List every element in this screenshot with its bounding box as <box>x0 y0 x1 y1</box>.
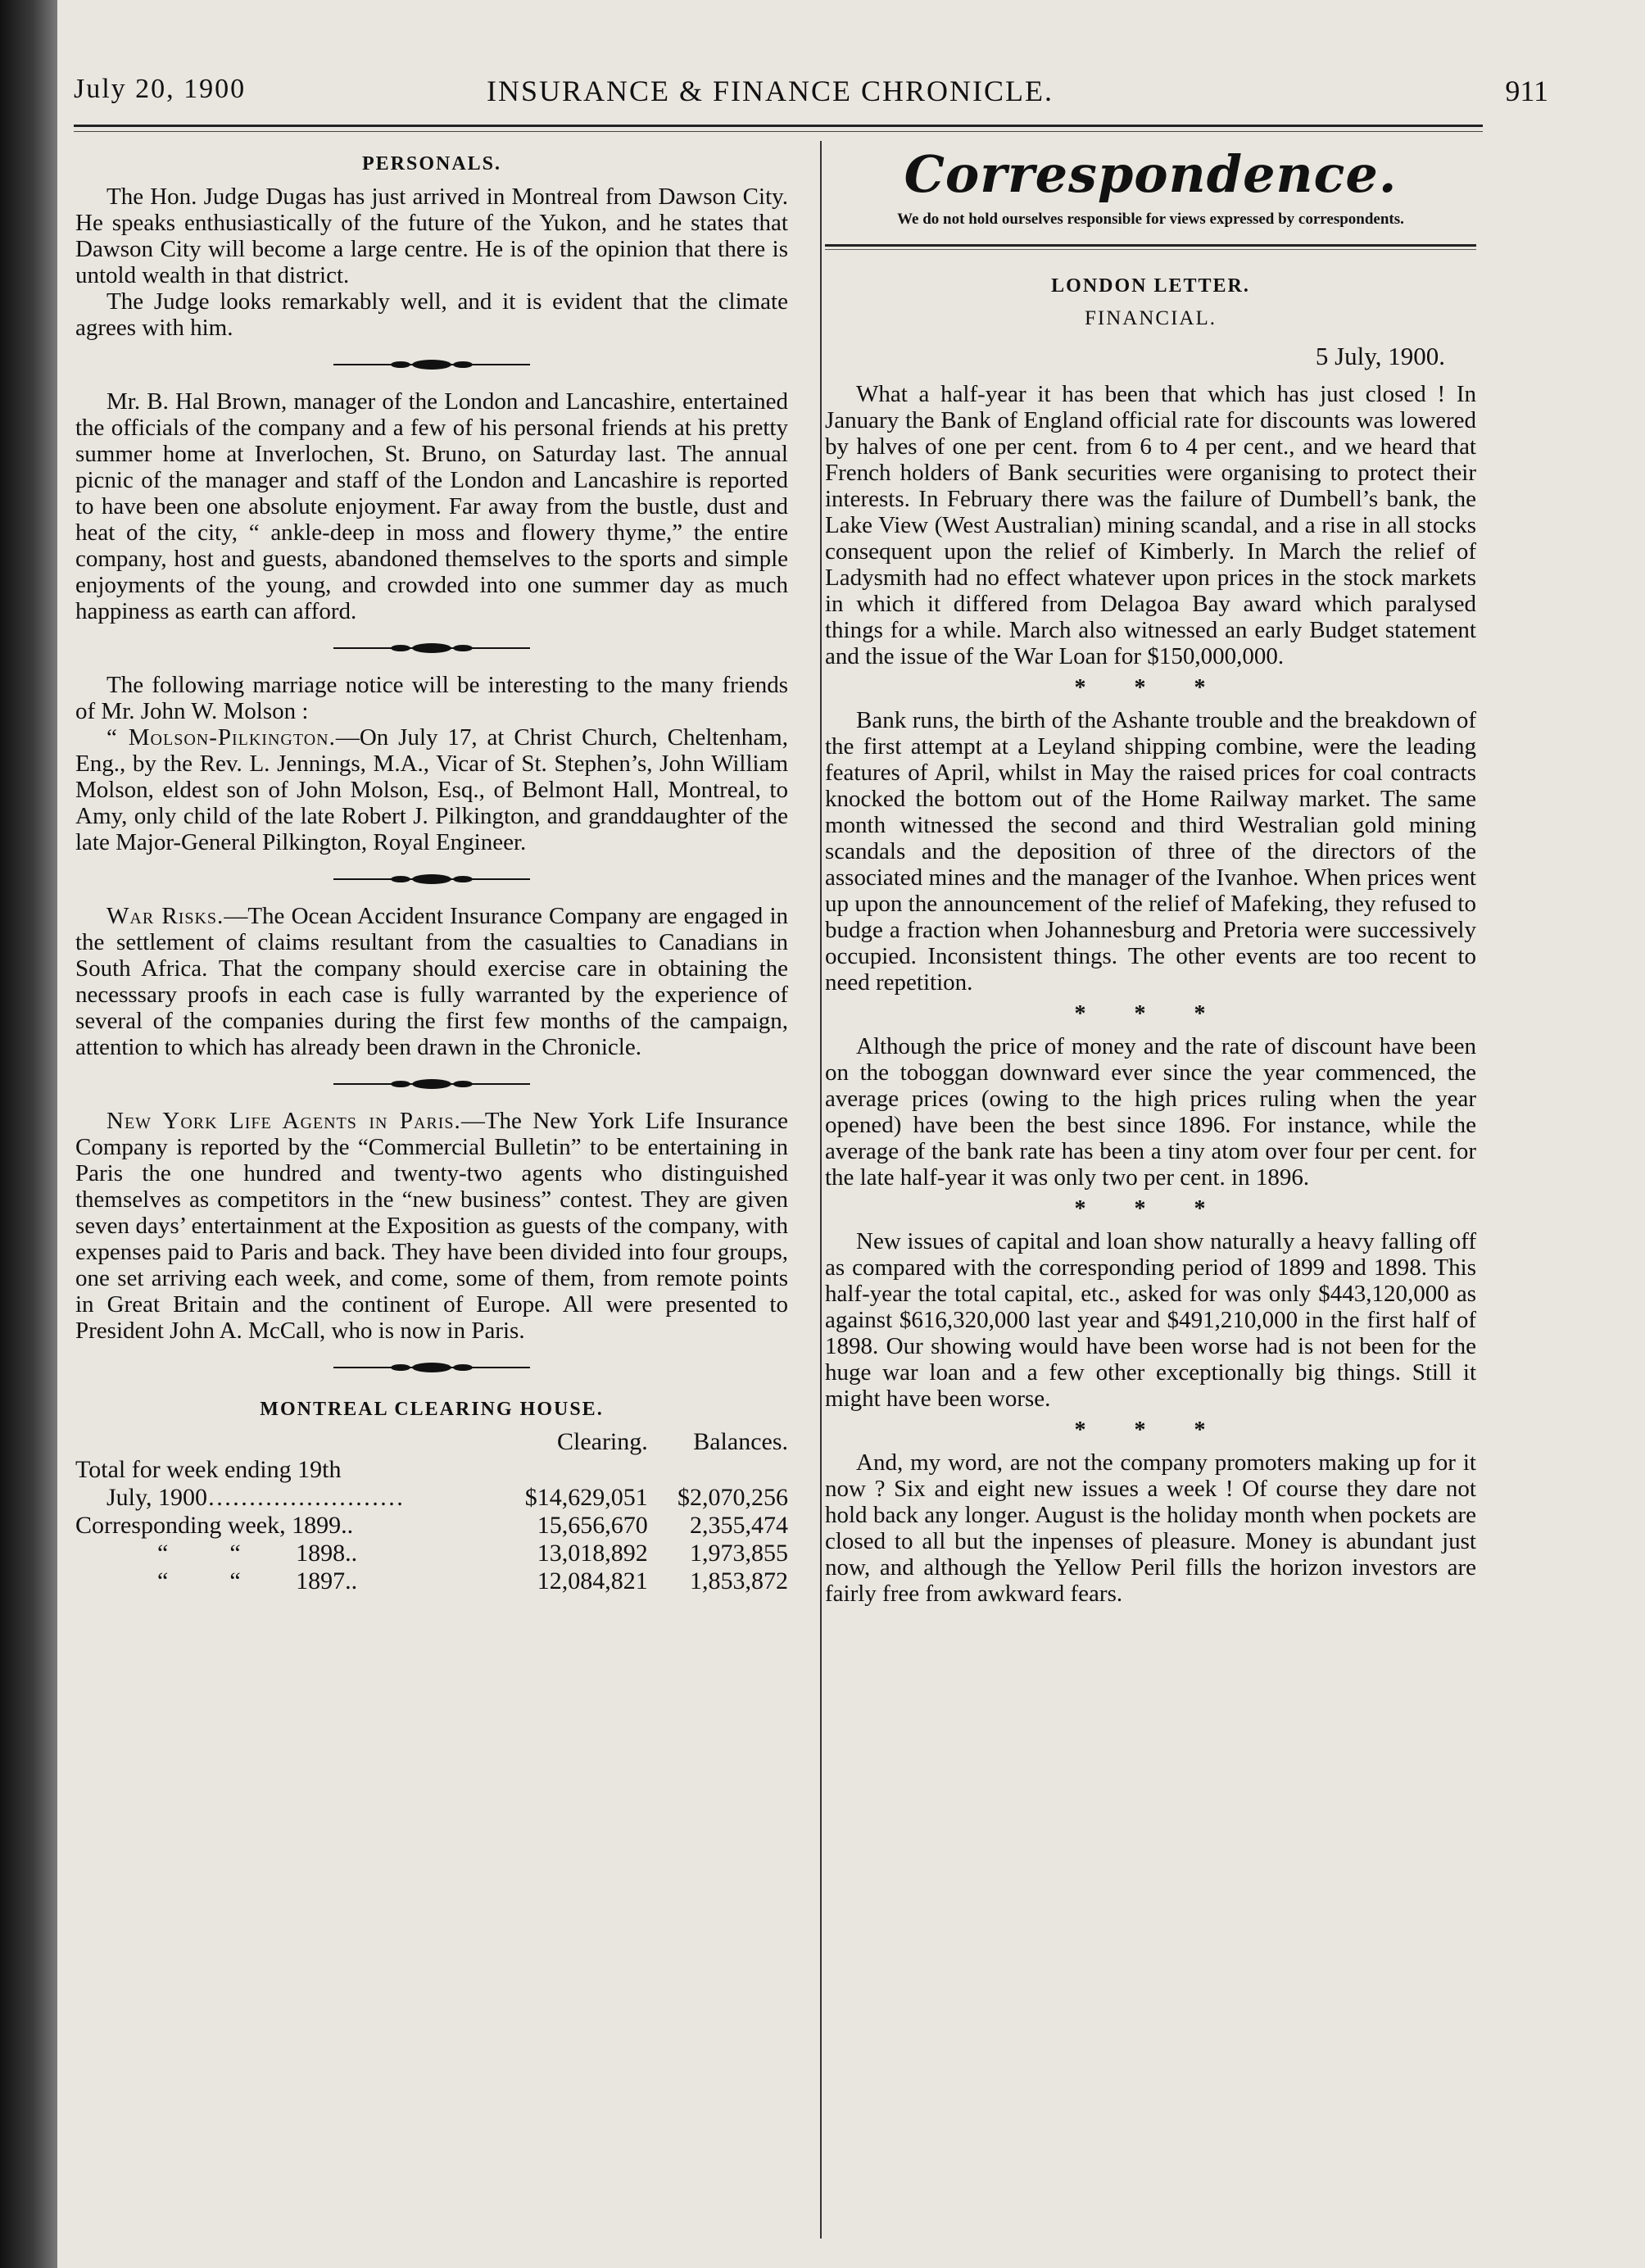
ornament-divider <box>75 624 788 672</box>
financial-subheading: FINANCIAL. <box>1085 307 1217 329</box>
paragraph-war-risks <box>75 903 788 1060</box>
row-clearing: 15,656,670 <box>537 1512 648 1539</box>
paragraph-hal-brown: Mr. B. Hal Brown, manager of the London and Lancashire, entertained the officials of the company and a few of his personal friends at his pretty summer home at Inverlochen, St. Bruno, on Saturday last. The annual picnic of the manager and staff of the London and Lancashire is reported to have been one absolute enjoyment. Far away from the bustle, dust and heat of the city, “ ankle-deep in moss and flowery thyme,” the entire company, host and guests, abandoned themselves to the sports and simple enjoyments of the young, and crowded into one summer day as much happiness as earth can afford. <box>75 388 788 624</box>
row-clearing: $14,629,051 <box>524 1484 648 1511</box>
paragraph-company-promoters: And, my word, are not the company promoters making up for it now ? Six and eight new issues a week ! Of course they dare not hold back any longer. August is the holiday month when pockets are closed to all but the inpenses of pleasure. Money is abundant just now, and although the Yellow Peril fills the horizon investors are fairly free from awkward fears. <box>825 1449 1476 1607</box>
clearing-house-heading: MONTREAL CLEARING HOUSE. <box>260 1399 604 1420</box>
paragraph-marriage-intro: The following marriage notice will be interesting to the many friends of Mr. John W. Molson : <box>75 672 788 724</box>
right-column <box>825 146 1476 1607</box>
scan-edge <box>0 0 57 2268</box>
clearing-house-table <box>75 1429 788 1596</box>
row-balances: 1,973,855 <box>690 1540 788 1567</box>
correspondence-title: Correspondence. <box>904 144 1398 204</box>
marriage-text: —On July 17, at Christ Church, Cheltenham, Eng., by the Rev. L. Jennings, M.A., Vicar of St. Stephen’s, John William Molson, eldest son of John Molson, Esq., of Belmont Hall, Montreal, to Amy, only child of the late Robert J. Pilkington, and granddaughter of the late Major-General Pilkington, Royal Engineer. <box>75 724 788 855</box>
row-balances: 1,853,872 <box>690 1567 788 1594</box>
row-label: “ “ 1898.. <box>157 1540 358 1567</box>
header-rule <box>74 125 1483 127</box>
double-rule <box>825 244 1476 250</box>
correspondence-disclaimer: We do not hold ourselves responsible for views expressed by correspondents. <box>897 211 1404 228</box>
paragraph-dugas: The Hon. Judge Dugas has just arrived in Montreal from Dawson City. He speaks enthusiastically of the future of the Yukon, and he states that Dawson City will become a large centre. He is of the opinion that there is untold wealth in that district. <box>75 184 788 288</box>
paragraph-new-issues: New issues of capital and loan show naturally a heavy falling off as compared with the corresponding period of 1899 and 1898. This half-year the total capital, etc., asked for was only $443,120,000 as against $616,320,000 last year and $491,210,000 in the first half of 1898. Our showing would have been worse had is not been for the huge war loan and a few other exceptionally big things. Still it might have been worse. <box>825 1228 1476 1412</box>
header-rule-thin <box>74 131 1483 132</box>
paragraph-judge: The Judge looks remarkably well, and it is evident that the climate agrees with him. <box>75 288 788 341</box>
table-row <box>75 1457 788 1485</box>
paragraph-bank-runs: Bank runs, the birth of the Ashante trouble and the breakdown of the first attempt at a Leyland shipping combine, were the leading features of April, whilst in May the raised prices for coal contracts knocked the bottom out of the Home Railway market. The same month witnessed the second and third Westralian gold mining scandals and the deposition of three of the directors of the associated mines and the manager of the Ivanhoe. When prices went up upon the announcement of the relief of Mafeking, they refused to budge a fraction when Johannesburg and Pretoria were successively occupied. Inconsistent things. The other events are too recent to need repetition. <box>825 707 1476 996</box>
war-risks-text: —The Ocean Accident Insurance Company are engaged in the settlement of claims resultant from the casualties to Canadians in South Africa. That the company should exercise care in obtaining the necesssary proofs in each case is fully warranted by the experience of several of the companies during the first few months of the campaign, attention to which has already been drawn in the Chronicle. <box>75 903 788 1060</box>
publication-title: INSURANCE & FINANCE CHRONICLE. <box>486 75 1054 107</box>
paragraph-half-year: What a half-year it has been that which has just closed ! In January the Bank of England official rate for discounts was lowered by halves of one per cent. from 6 to 4 per cent., and we heard that French holders of Bank securities were organising to protect their interests. In February there was the failure of Dumbell’s bank, the Lake View (West Australian) mining scandal, and a rise in all stocks consequent upon the relief of Kimberly. In March the relief of Ladysmith had no effect whatever upon prices in the stock markets in which it differed from Delagoa Bay award which paralysed things for a while. March also witnessed an early Budget statement and the issue of the War Loan for $150,000,000. <box>825 381 1476 669</box>
row-clearing: 13,018,892 <box>537 1540 648 1567</box>
issue-date: July 20, 1900 <box>74 74 247 104</box>
table-row <box>75 1485 788 1513</box>
table-row <box>75 1513 788 1540</box>
row-balances: $2,070,256 <box>677 1484 788 1511</box>
new-york-life-text: —The New York Life Insurance Company is reported by the “Commercial Bulletin” to be entertaining in Paris the one hundred and twenty-two agents who distinguished themselves as competitors in the “new business” contest. They are given seven days’ entertainment at the Exposition as guests of the company, with expenses paid to Paris and back. They have been divided into four groups, one set arriving each week, and come, some of them, from remote points in Great Britain and the continent of Europe. All were presented to President John A. McCall, who is now in Paris. <box>75 1108 788 1344</box>
ornament-divider <box>75 1060 788 1108</box>
table-intro: Total for week ending 19th <box>75 1456 342 1483</box>
row-balances: 2,355,474 <box>690 1512 788 1539</box>
personals-heading: PERSONALS. <box>361 153 502 175</box>
london-letter-heading: LONDON LETTER. <box>1051 275 1250 297</box>
section-stars: * * * <box>1074 1196 1227 1222</box>
marriage-lead: “ Molson-Pilkington. <box>106 724 336 751</box>
section-stars: * * * <box>1074 1001 1227 1027</box>
ornament-divider <box>75 1344 788 1391</box>
table-header-row <box>75 1429 788 1457</box>
column-header-balances: Balances. <box>693 1428 788 1455</box>
row-label: Corresponding week, 1899.. <box>75 1512 354 1539</box>
letter-dateline: 5 July, 1900. <box>1315 342 1445 370</box>
paragraph-new-york-life <box>75 1108 788 1344</box>
row-label: July, 1900…………………… <box>106 1484 405 1511</box>
new-york-life-lead: New York Life Agents in Paris. <box>106 1108 461 1134</box>
table-row <box>75 1540 788 1568</box>
table-row <box>75 1568 788 1596</box>
column-divider <box>820 141 822 2239</box>
section-stars: * * * <box>1074 1418 1227 1443</box>
column-header-clearing: Clearing. <box>556 1428 648 1455</box>
row-label: “ “ 1897.. <box>157 1567 358 1594</box>
ornament-divider <box>75 855 788 903</box>
page-number: 911 <box>1505 75 1548 107</box>
paragraph-price-of-money: Although the price of money and the rate of discount have been on the toboggan downward ever since the year commenced, the average prices (owing to the high prices ruling when the year opened) have been the best since 1896. For instance, while the average of the bank rate has been a tiny atom over four per cent. for the late half-year it was only two per cent. in 1896. <box>825 1033 1476 1191</box>
war-risks-lead: War Risks. <box>106 903 224 929</box>
section-stars: * * * <box>1074 675 1227 701</box>
paragraph-marriage-notice <box>75 724 788 855</box>
ornament-divider <box>75 341 788 388</box>
row-clearing: 12,084,821 <box>537 1567 648 1594</box>
page-header <box>74 74 1548 123</box>
left-column <box>75 146 788 1596</box>
